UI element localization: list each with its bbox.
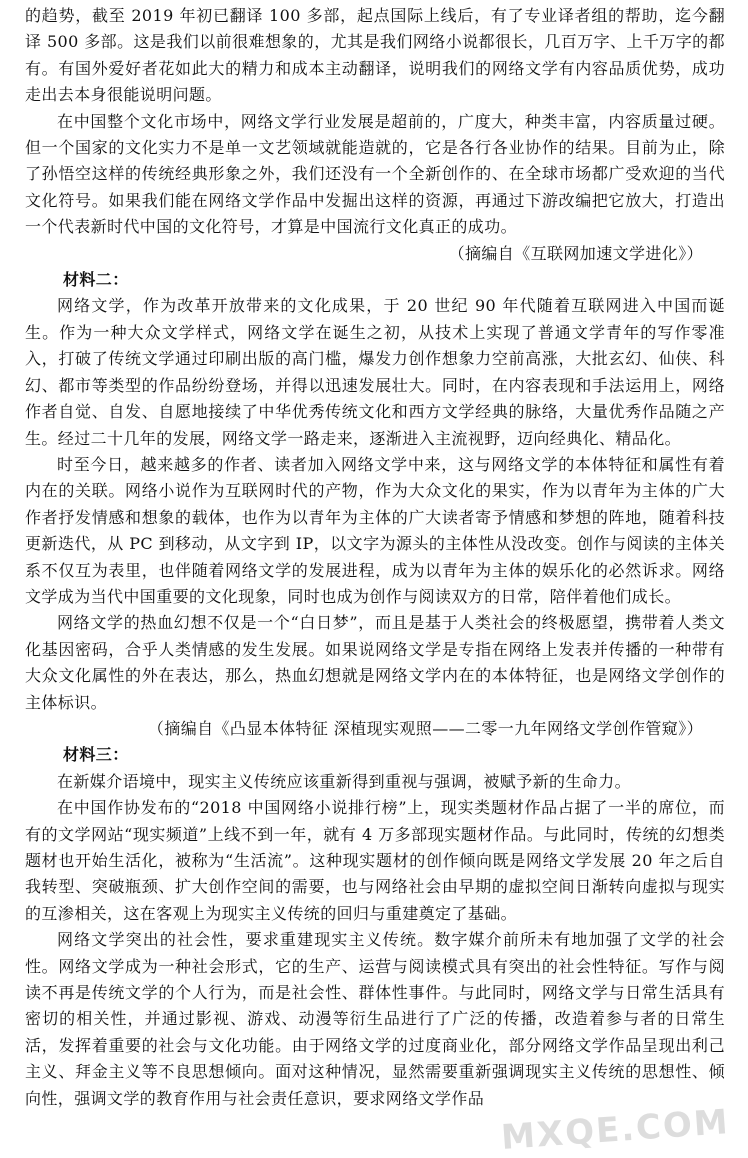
paragraph: 在中国作协发布的“2018 中国网络小说排行榜”上，现实类题材作品占据了一半的席位，而有的文学网站“现实频道”上线不到一年，就有 4 万多部现实题材作品。与此同时，传统的幻想类题材也开始生活化，被称为“生活流”。这种现实题材的创作倾向既是网络文学发展 20 年之后自我转型、突破瓶颈、扩大创作空间的需要，也与网络社会由早期的虚拟空间日渐转向虚拟与现实的互渗相关，这在客观上为现实主义传统的回归与重建奠定了基础。 <box>25 798 725 923</box>
section-heading: 材料三： <box>63 745 129 765</box>
paragraph: 网络文学突出的社会性，要求重建现实主义传统。数字媒介前所未有地加强了文学的社会性。网络文学成为一种社会形式，它的生产、运营与阅读模式具有突出的社会性特征。写作与阅读不再是传统文学的个人行为，而是社会性、群体性事件。与此同时，网络文学与日常生活具有密切的相关性，并通过影视、游戏、动漫等衍生品进行了广泛的传播，改造着参与者的日常生活，发挥着重要的社会与文化功能。由于网络文学的过度商业化，部分网络文学作品呈现出利己主义、拜金主义等不良思想倾向。面对这种情况，显然需要重新强调现实主义传统的思想性、倾向性，强调文学的教育作用与社会责任意识，要求网络文学作品 <box>25 930 725 1108</box>
paragraph: 在中国整个文化市场中，网络文学行业发展是超前的，广度大，种类丰富，内容质量过硬。但一个国家的文化实力不是单一文艺领域就能造就的，它是各行各业协作的结果。目前为止，除了孙悟空这样的传统经典形象之外，我们还没有一个全新创作的、在全球市场都广受欢迎的当代文化符号。如果我们能在网络文学作品中发掘出这样的资源，再通过下游改编把它放大，打造出一个代表新时代中国的文化符号，才算是中国流行文化真正的成功。 <box>25 111 725 237</box>
paragraph: 时至今日，越来越多的作者、读者加入网络文学中来，这与网络文学的本体特征和属性有着内在的关联。网络小说作为互联网时代的产物，作为大众文化的果实，作为以青年为主体的广大作者抒发情感和想象的载体，也作为以青年为主体的广大读者寄予情感和梦想的阵地，随着科技更新迭代，从 PC 到移动，从文字到 IP，以文字为源头的主体性从没改变。创作与阅读的主体关系不仅互为表里，也伴随着网络文学的发展进程，成为以青年为主体的娱乐化的必然诉求。网络文学成为当代中国重要的文化现象，同时也成为创作与阅读双方的日常，陪伴着他们成长。 <box>25 454 725 606</box>
paragraph: 网络文学，作为改革开放带来的文化成果，于 20 世纪 90 年代随着互联网进入中国而诞生。作为一种大众文学样式，网络文学在诞生之初，从技术上实现了普通文学青年的写作零准入，打破了传统文学通过印刷出版的高门槛，爆发力创作想象力空前高涨，大批玄幻、仙侠、科幻、都市等类型的作品纷纷登场，并得以迅速发展壮大。同时，在内容表现和手法运用上，网络作者自觉、自发、自愿地接续了中华优秀传统文化和西方文学经典的脉络，大量优秀作品随之产生。经过二十几年的发展，网络文学一路走来，逐渐进入主流视野，迈向经典化、精品化。 <box>25 296 725 448</box>
paragraph: 网络文学的热血幻想不仅是一个“白日梦”，而且是基于人类社会的终极愿望，携带着人类文化基因密码，合乎人类情感的发生发展。如果说网络文学是专指在网络上发表并传播的一种带有大众文化属性的外在表达，那么，热血幻想就是网络文学内在的本体特征，也是网络文学创作的主体标识。 <box>25 613 725 712</box>
source-citation: （摘编自《互联网加速文学进化》） <box>448 243 703 263</box>
watermark-logo: MXQE.COM <box>500 1102 732 1158</box>
document-page <box>25 3 725 1112</box>
paragraph: 在新媒介语境中，现实主义传统应该重新得到重视与强调，被赋予新的生命力。 <box>57 771 632 791</box>
section-heading: 材料二： <box>63 270 129 290</box>
source-citation: （摘编自《凸显本体特征 深植现实观照——二零一九年网络文学创作管窥》） <box>147 718 703 738</box>
paragraph: 的趋势，截至 2019 年初已翻译 100 多部，起点国际上线后，有了专业译者组的帮助，迄今翻译 500 多部。这是我们以前很难想象的，尤其是我们网络小说都很长，几百万字、上千万字的都有。有国外爱好者花如此大的精力和成本主动翻译，说明我们的网络文学有内容品质优势，成功走出去本身很能说明问题。 <box>25 6 725 105</box>
